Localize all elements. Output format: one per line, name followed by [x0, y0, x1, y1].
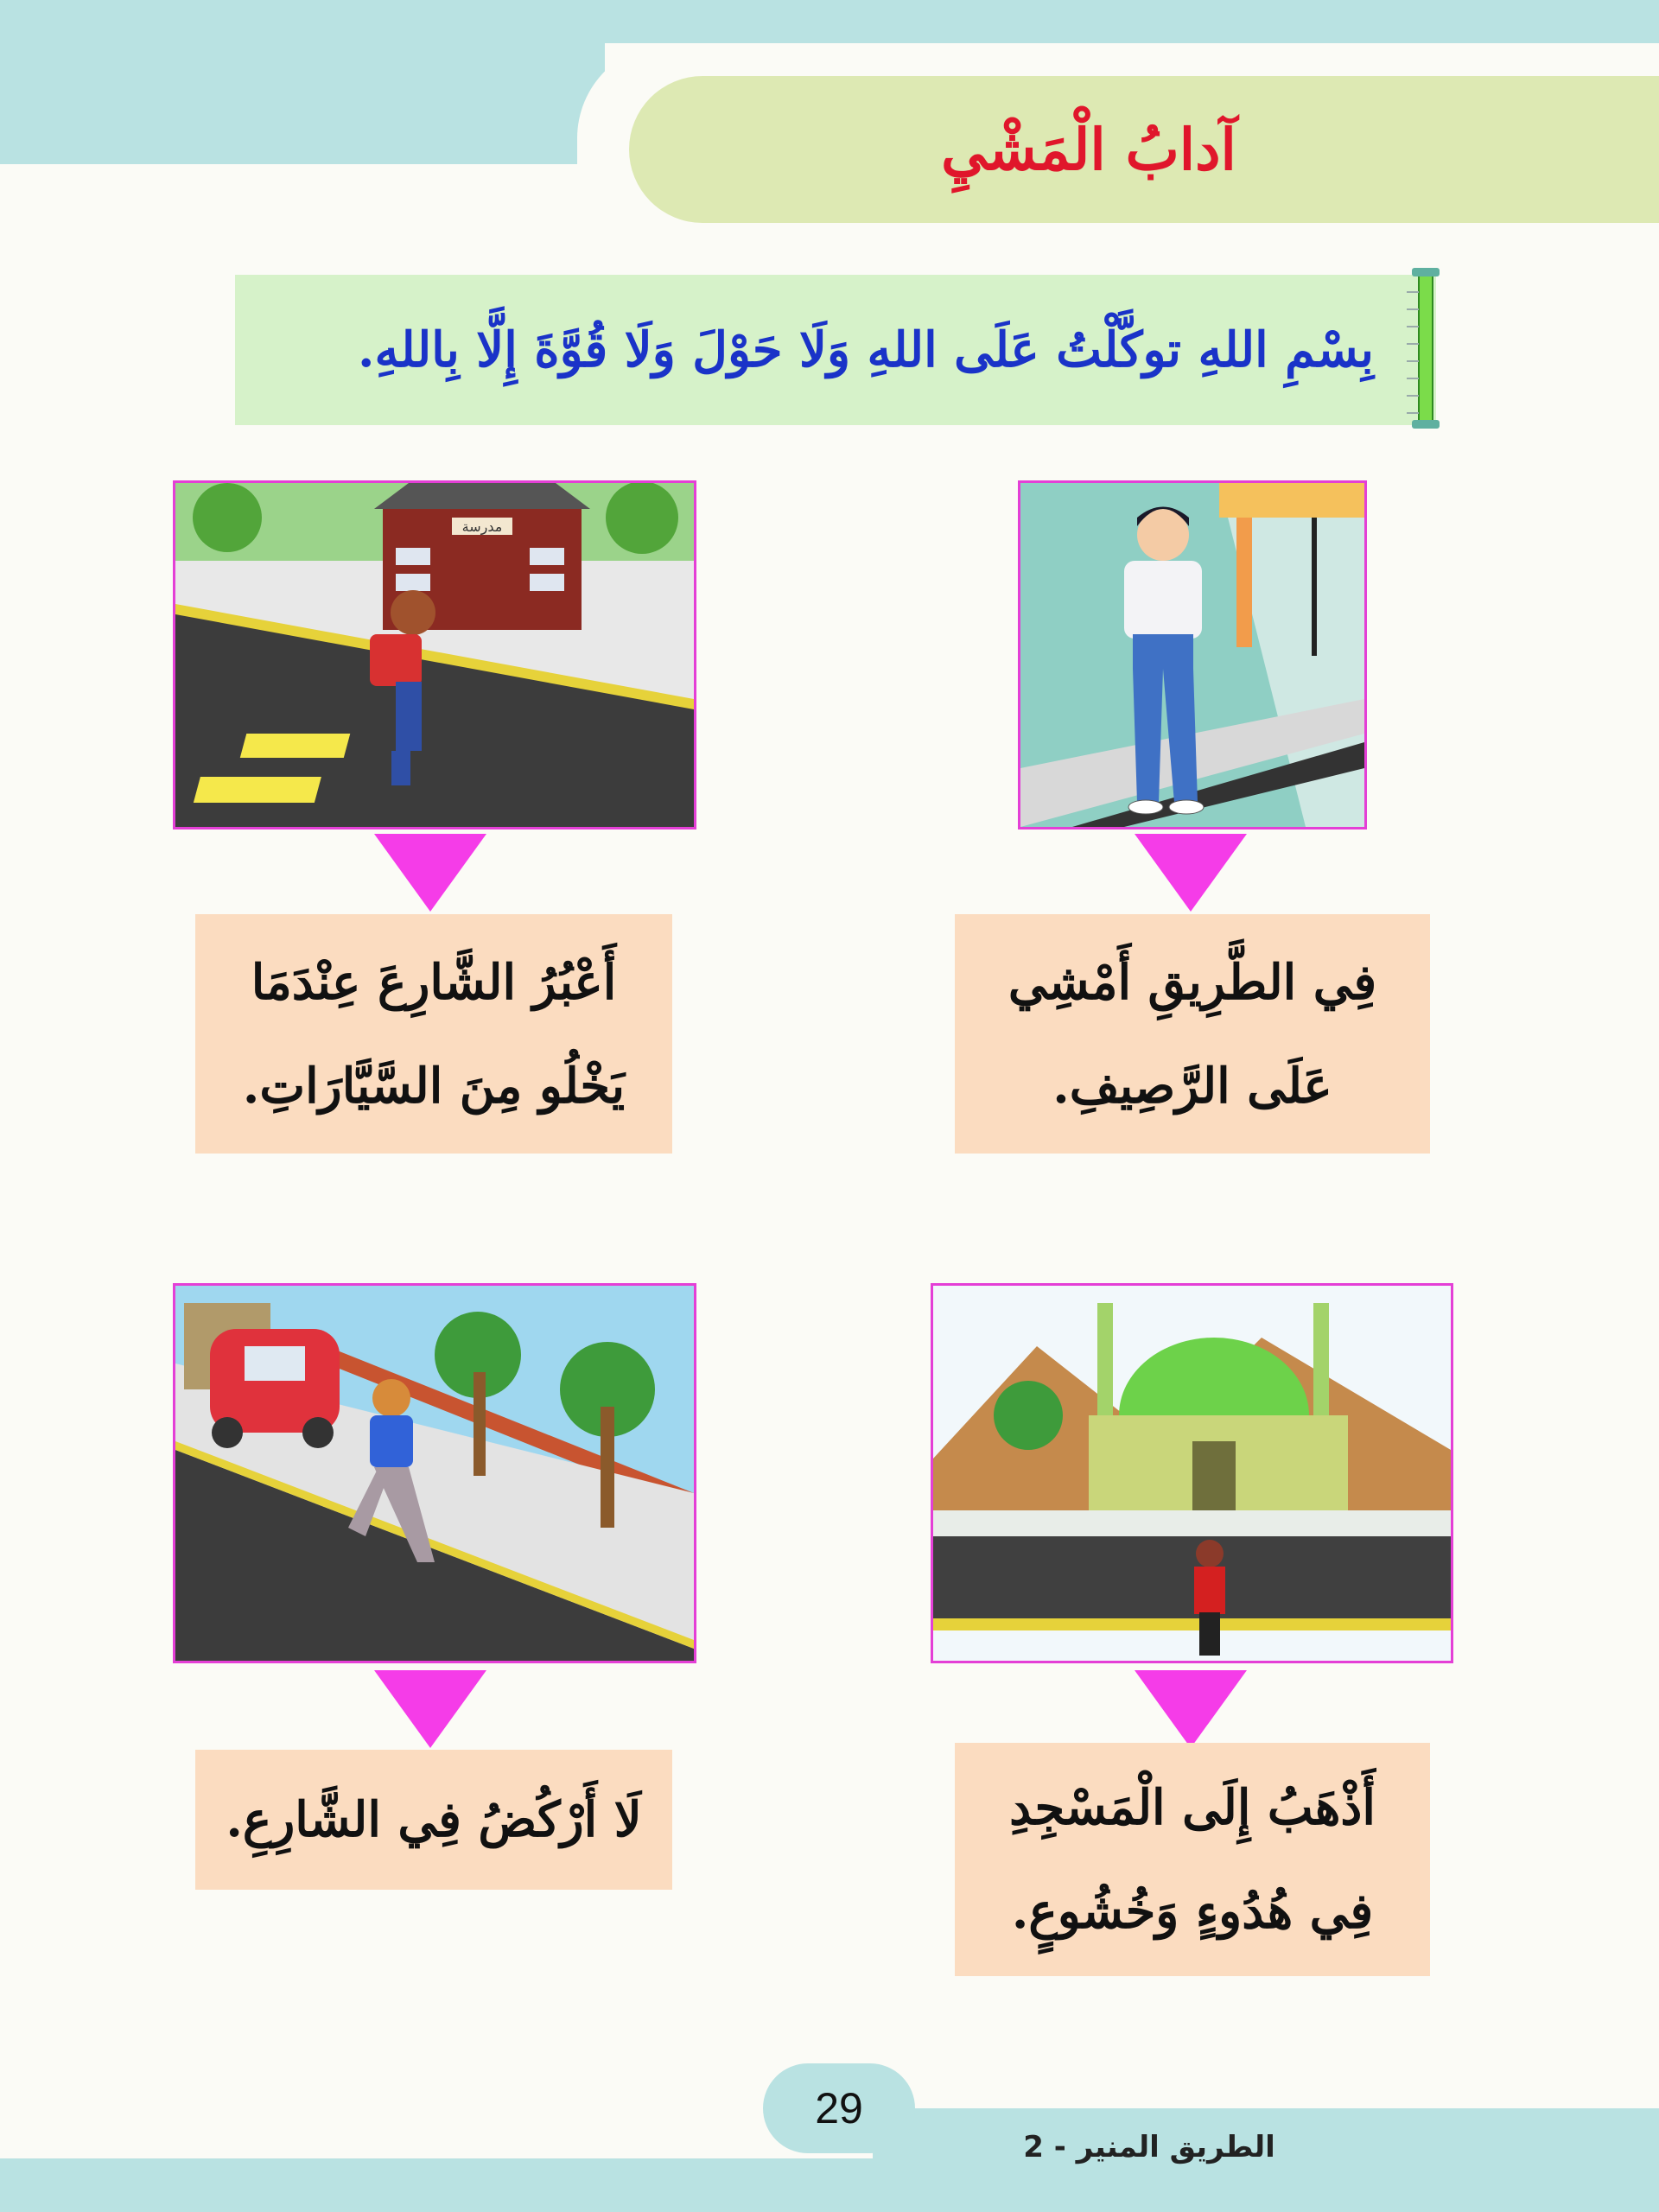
bottom-decor-band: [0, 2158, 1659, 2212]
prayer-text: بِسْمِ اللهِ توكَّلْتُ عَلَى اللهِ وَلَا حَوْلَ وَلَا قُوَّةَ إِلَّا بِاللهِ.: [358, 321, 1374, 378]
illustration-sidewalk: [1018, 480, 1367, 830]
boy-walking-sidewalk-icon: [1020, 483, 1364, 827]
arrow-down-icon: [374, 1670, 486, 1748]
caption-crossing: أَعْبُرُ الشَّارِعَ عِنْدَمَا يَخْلُو مِنَ السَّيَّارَاتِ.: [195, 914, 672, 1154]
illustration-mosque: [931, 1283, 1453, 1663]
caption-running: لَا أَرْكُضُ فِي الشَّارِعِ.: [195, 1750, 672, 1890]
page-title: آدابُ الْمَشْيِ: [941, 116, 1236, 183]
book-title: الطريق المنير - 2: [1023, 2130, 1275, 2164]
caption-mosque: أَذْهَبُ إِلَى الْمَسْجِدِ فِي هُدُوءٍ وَخُشُوعٍ.: [955, 1743, 1430, 1976]
illustration-crossing: [173, 480, 696, 830]
top-left-decor: [0, 0, 605, 164]
arrow-down-icon: [374, 834, 486, 912]
boy-walking-mosque-icon: [933, 1286, 1451, 1661]
boy-crossing-street-icon: [175, 483, 694, 827]
scroll-rod-icon: [1407, 266, 1445, 430]
arrow-down-icon: [1135, 834, 1247, 912]
caption-sidewalk: فِي الطَّرِيقِ أَمْشِي عَلَى الرَّصِيفِ.: [955, 914, 1430, 1154]
illustration-running: [173, 1283, 696, 1663]
page-number: 29: [763, 2063, 915, 2153]
arrow-down-icon: [1135, 1670, 1247, 1748]
school-sign: مدرسة: [461, 518, 503, 535]
boy-running-street-icon: [175, 1286, 694, 1661]
